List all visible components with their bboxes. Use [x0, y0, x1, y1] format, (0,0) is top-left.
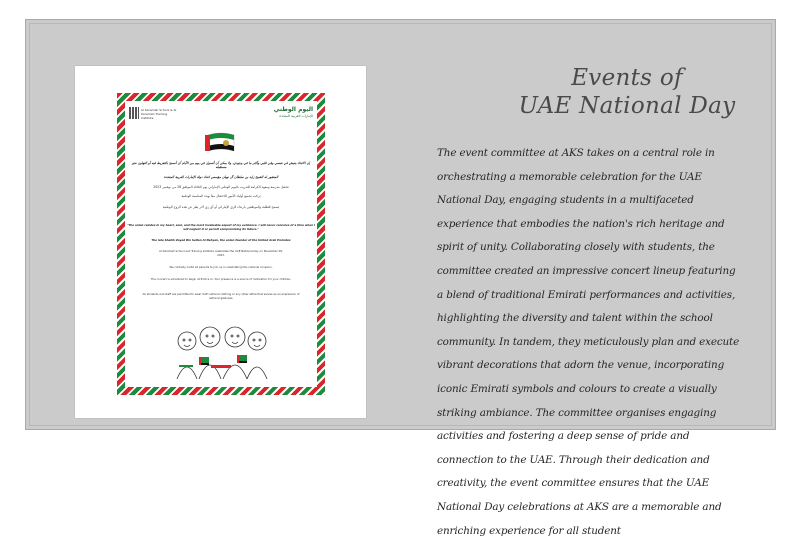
poster-arabic-author: المغفور له الشيخ زايد بن سلطان آل نهيان مؤسس اتحاد دولة الإمارات العربية المتحدة: [163, 175, 279, 179]
poster-flag-border: [117, 93, 325, 395]
poster-arabic-paragraph: تحتفل مدرسة ومعهد الكرامة للتدريب باليوم الوطني الإماراتي يوم الثلاثاء الموافق 28 من نوفمبر 2023: [153, 185, 289, 189]
slide-title-line-1: Events of: [571, 65, 683, 91]
poster-arabic-quote: إن الاتحاد يعيش في نفسي وفي قلبي وأكثر ما في وجودي، ولا يمكن أن أتسول في يوم من الأيام أن أسمح بالتفريط فيه أو التهاون نحو مستقبله: [132, 161, 310, 170]
poster-content: [125, 101, 317, 387]
poster-arabic-paragraph: يُسمح للطلبة والموظفين بارتداء الزي الإماراتي أو أي زي آخر يعبّر عن هذه الروح الوطنية: [162, 205, 280, 209]
poster-arabic-subtitle: الإمارات العربية المتحدة: [279, 114, 313, 118]
slide-title-line-2: UAE National Day: [518, 93, 736, 119]
children-celebration-illustration: [165, 321, 277, 379]
poster-arabic-title: اليوم الوطني: [273, 106, 313, 113]
school-logo-icon: [129, 107, 139, 119]
event-poster: [75, 66, 366, 418]
poster-header: [129, 105, 313, 129]
uae-flag-icon: [202, 129, 240, 157]
poster-arabic-paragraph: يُرحّب بجميع أولياء الأمور للاحتفال معاً بهذه المناسبة الوطنية: [181, 194, 261, 198]
poster-english-paragraph: We cordially invite all parents to join us in celebrating this national occasion.: [169, 265, 273, 269]
poster-english-paragraph: The concert is scheduled to begin at 8:00 a.m. Your presence is a source of motivation for your children.: [150, 277, 292, 281]
poster-english-author: The late Sheikh Zayed Bin Sultan Al Nahyan, the union founder of the United Arab Emirates: [151, 238, 291, 242]
slide-description: The event committee at AKS takes on a central role in orchestrating a memorable celebration for the UAE National Day, engaging students in a multifaceted experience that embodies the nation's rich heritage and spirit of unity. Collaborating closely with students, the committee created an impressive concert lineup featuring a blend of traditional Emirati performances and activities, highlighting the diversity and talent within the school community. In tandem, they meticulously plan and execute vibrant decorations that adorn the venue, incorporating iconic Emirati symbols and colours to create a visually striking ambiance. The committee organises engaging activities and fostering a deep sense of pride and connection to the UAE. Through their dedication and creativity, the event committee ensures that the UAE National Day celebrations at AKS are a memorable and enriching experience for all student: [437, 147, 740, 537]
poster-english-quote: "The union resides in my heart, soul, and the most invaluable aspect of my existence. I will never conceive of a time when I will neglect it or permit compromising its future.": [127, 223, 315, 231]
school-logo: [129, 107, 177, 125]
school-logo-text: Al Karamah School & Al Karamah Training Institute: [141, 108, 177, 120]
slide: [26, 20, 775, 537]
poster-english-paragraph: All students and staff are permitted to wear UAE national clothing or any other attire that serves as an expression of national gladness.: [142, 292, 300, 300]
poster-english-paragraph: Al Karamah School and Training Institute celebrates the UAE National Day on November 28, 2023.: [159, 249, 283, 257]
